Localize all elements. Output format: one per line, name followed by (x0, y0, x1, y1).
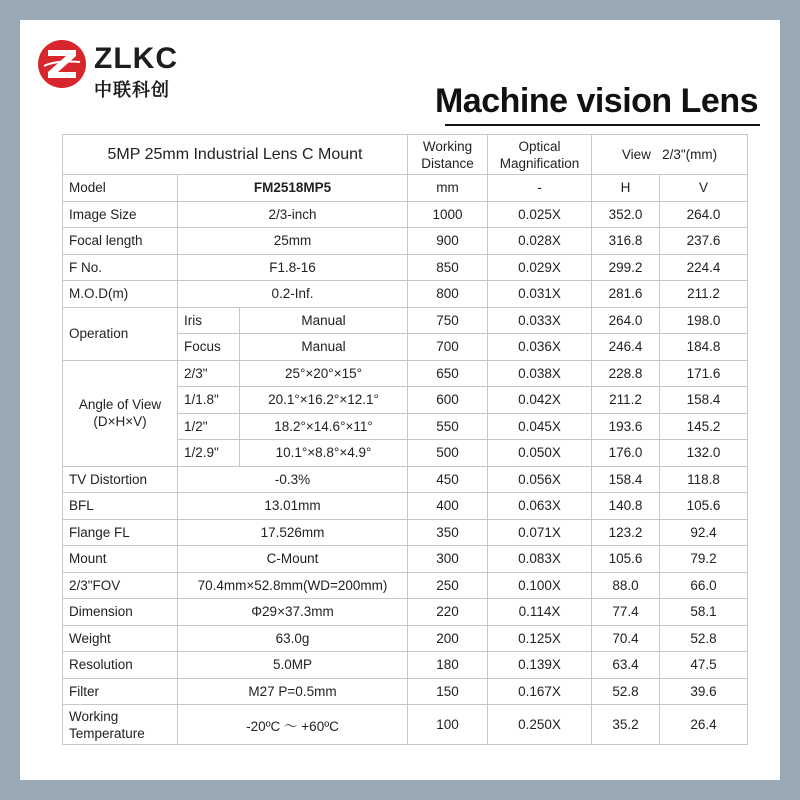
magnification-cell: 0.038X (488, 360, 592, 387)
view-v-cell: 52.8 (660, 625, 748, 652)
table-row (63, 625, 748, 652)
mount-value: C-Mount (178, 546, 408, 573)
view-v-cell: 158.4 (660, 387, 748, 414)
view-h-cell: 281.6 (592, 281, 660, 308)
table-row (63, 652, 748, 679)
working-distance-cell: 850 (408, 254, 488, 281)
magnification-cell: 0.029X (488, 254, 592, 281)
working-distance-cell: 350 (408, 519, 488, 546)
table-row (63, 281, 748, 308)
view-h-cell: 140.8 (592, 493, 660, 520)
working-distance-cell: 180 (408, 652, 488, 679)
resolution-label: Resolution (63, 652, 178, 679)
magnification-cell: 0.028X (488, 228, 592, 255)
working-distance-cell: 150 (408, 678, 488, 705)
view-v-cell: 198.0 (660, 307, 748, 334)
aov-format-4: 1/2.9" (178, 440, 240, 467)
magnification-cell: 0.114X (488, 599, 592, 626)
view-v-cell: 47.5 (660, 652, 748, 679)
magnification-cell: 0.250X (488, 705, 592, 745)
dimension-label: Dimension (63, 599, 178, 626)
view-v-cell: 79.2 (660, 546, 748, 573)
focus-value: Manual (240, 334, 408, 361)
view-h-cell: 88.0 (592, 572, 660, 599)
mount-label: Mount (63, 546, 178, 573)
working-distance-cell: 900 (408, 228, 488, 255)
view-h-cell: 176.0 (592, 440, 660, 467)
magnification-cell: 0.167X (488, 678, 592, 705)
fov-value: 70.4mm×52.8mm(WD=200mm) (178, 572, 408, 599)
bfl-value: 13.01mm (178, 493, 408, 520)
working-distance-cell: 300 (408, 546, 488, 573)
header-optical-magnification: Optical Magnification (488, 135, 592, 175)
image-size-value: 2/3-inch (178, 201, 408, 228)
view-v-cell: 184.8 (660, 334, 748, 361)
lens-title: 5MP 25mm Industrial Lens C Mount (63, 135, 408, 175)
filter-label: Filter (63, 678, 178, 705)
header-view (592, 135, 748, 175)
table-row (63, 493, 748, 520)
working-distance-cell: 1000 (408, 201, 488, 228)
view-h-cell: 211.2 (592, 387, 660, 414)
view-h-cell: 299.2 (592, 254, 660, 281)
title-underline (445, 124, 760, 126)
flange-fl-label: Flange FL (63, 519, 178, 546)
table-row (63, 254, 748, 281)
view-v-cell: 145.2 (660, 413, 748, 440)
magnification-cell: 0.083X (488, 546, 592, 573)
table-row (63, 599, 748, 626)
focus-label: Focus (178, 334, 240, 361)
wd-unit: mm (408, 175, 488, 202)
magnification-cell: 0.100X (488, 572, 592, 599)
h-header: H (592, 175, 660, 202)
magnification-cell: 0.050X (488, 440, 592, 467)
magnification-cell: 0.025X (488, 201, 592, 228)
magnification-cell: 0.071X (488, 519, 592, 546)
working-temperature-value: -20ºC ～ +60ºC (178, 705, 408, 745)
view-h-cell: 63.4 (592, 652, 660, 679)
operation-label: Operation (63, 307, 178, 360)
page-title: Machine vision Lens (434, 82, 758, 120)
view-v-cell: 26.4 (660, 705, 748, 745)
view-v-cell: 105.6 (660, 493, 748, 520)
working-distance-cell: 500 (408, 440, 488, 467)
magnification-cell: 0.063X (488, 493, 592, 520)
working-temperature-label: Working Temperature (63, 705, 178, 745)
table-header-row (63, 135, 748, 175)
aov-format-2: 1/1.8" (178, 387, 240, 414)
angle-of-view-label: Angle of View (D×H×V) (63, 360, 178, 466)
table-row (63, 466, 748, 493)
weight-value: 63.0g (178, 625, 408, 652)
aov-format-1: 2/3" (178, 360, 240, 387)
view-h-cell: 264.0 (592, 307, 660, 334)
magnification-cell: 0.033X (488, 307, 592, 334)
mod-value: 0.2-Inf. (178, 281, 408, 308)
view-h-cell: 246.4 (592, 334, 660, 361)
magnification-cell: 0.045X (488, 413, 592, 440)
filter-value: M27 P=0.5mm (178, 678, 408, 705)
magnification-cell: 0.125X (488, 625, 592, 652)
view-v-cell: 92.4 (660, 519, 748, 546)
mag-unit: - (488, 175, 592, 202)
aov-value-3: 18.2°×14.6°×11° (240, 413, 408, 440)
view-h-cell: 228.8 (592, 360, 660, 387)
dimension-value: Φ29×37.3mm (178, 599, 408, 626)
view-h-cell: 193.6 (592, 413, 660, 440)
v-header: V (660, 175, 748, 202)
working-distance-cell: 700 (408, 334, 488, 361)
resolution-value: 5.0MP (178, 652, 408, 679)
table-row (63, 678, 748, 705)
brand-logo (36, 36, 186, 106)
magnification-cell: 0.139X (488, 652, 592, 679)
table-row (63, 546, 748, 573)
view-h-cell: 52.8 (592, 678, 660, 705)
brand-name: ZLKC (94, 42, 178, 75)
table-row (63, 228, 748, 255)
working-distance-cell: 650 (408, 360, 488, 387)
table-row (63, 360, 748, 387)
aov-value-1: 25°×20°×15° (240, 360, 408, 387)
view-h-cell: 123.2 (592, 519, 660, 546)
view-h-cell: 105.6 (592, 546, 660, 573)
tv-distortion-value: -0.3% (178, 466, 408, 493)
brand-chinese-name: 中联科创 (94, 80, 170, 101)
working-distance-cell: 400 (408, 493, 488, 520)
table-row (63, 175, 748, 202)
working-distance-cell: 800 (408, 281, 488, 308)
view-v-cell: 66.0 (660, 572, 748, 599)
aov-value-2: 20.1°×16.2°×12.1° (240, 387, 408, 414)
f-no-value: F1.8-16 (178, 254, 408, 281)
view-h-cell: 316.8 (592, 228, 660, 255)
flange-fl-value: 17.526mm (178, 519, 408, 546)
focal-length-label: Focal length (63, 228, 178, 255)
header-view-format: 2/3"(mm) (662, 147, 718, 162)
working-distance-cell: 220 (408, 599, 488, 626)
spec-sheet-card (20, 20, 780, 780)
view-v-cell: 171.6 (660, 360, 748, 387)
view-h-cell: 35.2 (592, 705, 660, 745)
table-row (63, 201, 748, 228)
view-h-cell: 158.4 (592, 466, 660, 493)
table-row (63, 519, 748, 546)
magnification-cell: 0.056X (488, 466, 592, 493)
magnification-cell: 0.042X (488, 387, 592, 414)
working-distance-cell: 550 (408, 413, 488, 440)
fov-label: 2/3"FOV (63, 572, 178, 599)
tv-distortion-label: TV Distortion (63, 466, 178, 493)
view-h-cell: 70.4 (592, 625, 660, 652)
zlkc-logo-icon (36, 36, 88, 92)
view-v-cell: 237.6 (660, 228, 748, 255)
image-size-label: Image Size (63, 201, 178, 228)
view-v-cell: 224.4 (660, 254, 748, 281)
focal-length-value: 25mm (178, 228, 408, 255)
model-value: FM2518MP5 (178, 175, 408, 202)
working-distance-cell: 750 (408, 307, 488, 334)
working-distance-cell: 600 (408, 387, 488, 414)
iris-label: Iris (178, 307, 240, 334)
mod-label: M.O.D(m) (63, 281, 178, 308)
f-no-label: F No. (63, 254, 178, 281)
aov-format-3: 1/2" (178, 413, 240, 440)
magnification-cell: 0.036X (488, 334, 592, 361)
working-distance-cell: 250 (408, 572, 488, 599)
header-working-distance: Working Distance (408, 135, 488, 175)
bfl-label: BFL (63, 493, 178, 520)
table-row (63, 705, 748, 745)
view-v-cell: 58.1 (660, 599, 748, 626)
working-distance-cell: 450 (408, 466, 488, 493)
view-v-cell: 118.8 (660, 466, 748, 493)
spec-table (62, 134, 748, 745)
working-distance-cell: 100 (408, 705, 488, 745)
table-row (63, 307, 748, 334)
view-v-cell: 39.6 (660, 678, 748, 705)
model-label: Model (63, 175, 178, 202)
view-h-cell: 352.0 (592, 201, 660, 228)
view-v-cell: 264.0 (660, 201, 748, 228)
magnification-cell: 0.031X (488, 281, 592, 308)
view-h-cell: 77.4 (592, 599, 660, 626)
table-row (63, 572, 748, 599)
aov-value-4: 10.1°×8.8°×4.9° (240, 440, 408, 467)
view-v-cell: 132.0 (660, 440, 748, 467)
view-v-cell: 211.2 (660, 281, 748, 308)
weight-label: Weight (63, 625, 178, 652)
iris-value: Manual (240, 307, 408, 334)
working-distance-cell: 200 (408, 625, 488, 652)
header-view-label: View (621, 147, 651, 162)
